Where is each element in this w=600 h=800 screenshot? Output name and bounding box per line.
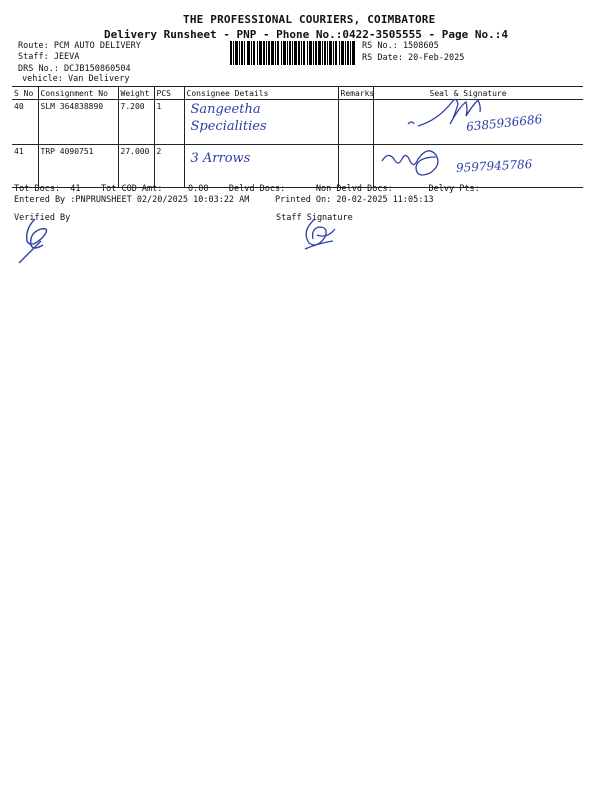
- staff-signature-label: Staff Signature: [276, 213, 353, 223]
- col-header-pcs: PCS: [154, 87, 184, 100]
- company-title: THE PROFESSIONAL COURIERS, COIMBATORE: [183, 13, 436, 26]
- drs-number: DRS No.: DCJB150860504: [18, 64, 131, 74]
- col-header-sno: S No: [12, 87, 38, 100]
- consignee-handwritten-line1: Sangeetha: [190, 102, 261, 117]
- runsheet-table: [12, 86, 583, 188]
- route-label: Route: PCM AUTO DELIVERY: [18, 41, 141, 51]
- table-row: [12, 100, 583, 145]
- col-header-remarks: Remarks: [338, 87, 373, 100]
- cell-seal: [373, 100, 583, 145]
- barcode-image: [230, 41, 355, 65]
- totals-line: Tot Docs: 41 Tot COD Amt: 0.00 Delvd Docs: Non Delvd Docs: Delvy Pts:: [14, 184, 480, 194]
- runsheet-subtitle: Delivery Runsheet - PNP - Phone No.:0422-3505555 - Page No.:4: [104, 28, 508, 41]
- cell-remarks: [338, 100, 373, 145]
- table-row: [12, 145, 583, 188]
- cell-pcs: 2: [154, 145, 184, 188]
- seal-phone-number: 6385936686: [464, 112, 543, 134]
- col-header-consignee: Consignee Details: [184, 87, 338, 100]
- cell-consignment: SLM 364838890: [38, 100, 118, 145]
- staff-signature: [295, 215, 345, 255]
- cell-consignee: [184, 145, 338, 188]
- cell-seal: [373, 145, 583, 188]
- col-header-weight: Weight: [118, 87, 154, 100]
- col-header-seal: Seal & Signature: [373, 87, 583, 100]
- entered-printed-line: Entered By :PNPRUNSHEET 02/20/2025 10:03:22 AM Printed On: 20-02-2025 11:05:13: [14, 195, 434, 205]
- consignee-handwritten-line2: Specialities: [190, 119, 267, 134]
- cell-weight: 7.200: [118, 100, 154, 145]
- verified-by-label: Verified By: [14, 213, 71, 223]
- cell-sno: 40: [12, 100, 38, 145]
- seal-phone-number: 9597945786: [455, 157, 533, 175]
- cell-consignee: [184, 100, 338, 145]
- col-header-consignment: Consignment No: [38, 87, 118, 100]
- staff-label: Staff: JEEVA: [18, 52, 80, 62]
- verified-signature: [15, 215, 65, 270]
- vehicle-label: vehicle: Van Delivery: [22, 74, 130, 84]
- cell-pcs: 1: [154, 100, 184, 145]
- cell-weight: 27.000: [118, 145, 154, 188]
- cell-consignment: TRP 4090751: [38, 145, 118, 188]
- consignee-handwritten-line1: 3 Arrows: [190, 151, 251, 166]
- cell-remarks: [338, 145, 373, 188]
- rs-date: RS Date: 20-Feb-2025: [362, 53, 465, 63]
- cell-sno: 41: [12, 145, 38, 188]
- rs-number: RS No.: 1508605: [362, 41, 439, 51]
